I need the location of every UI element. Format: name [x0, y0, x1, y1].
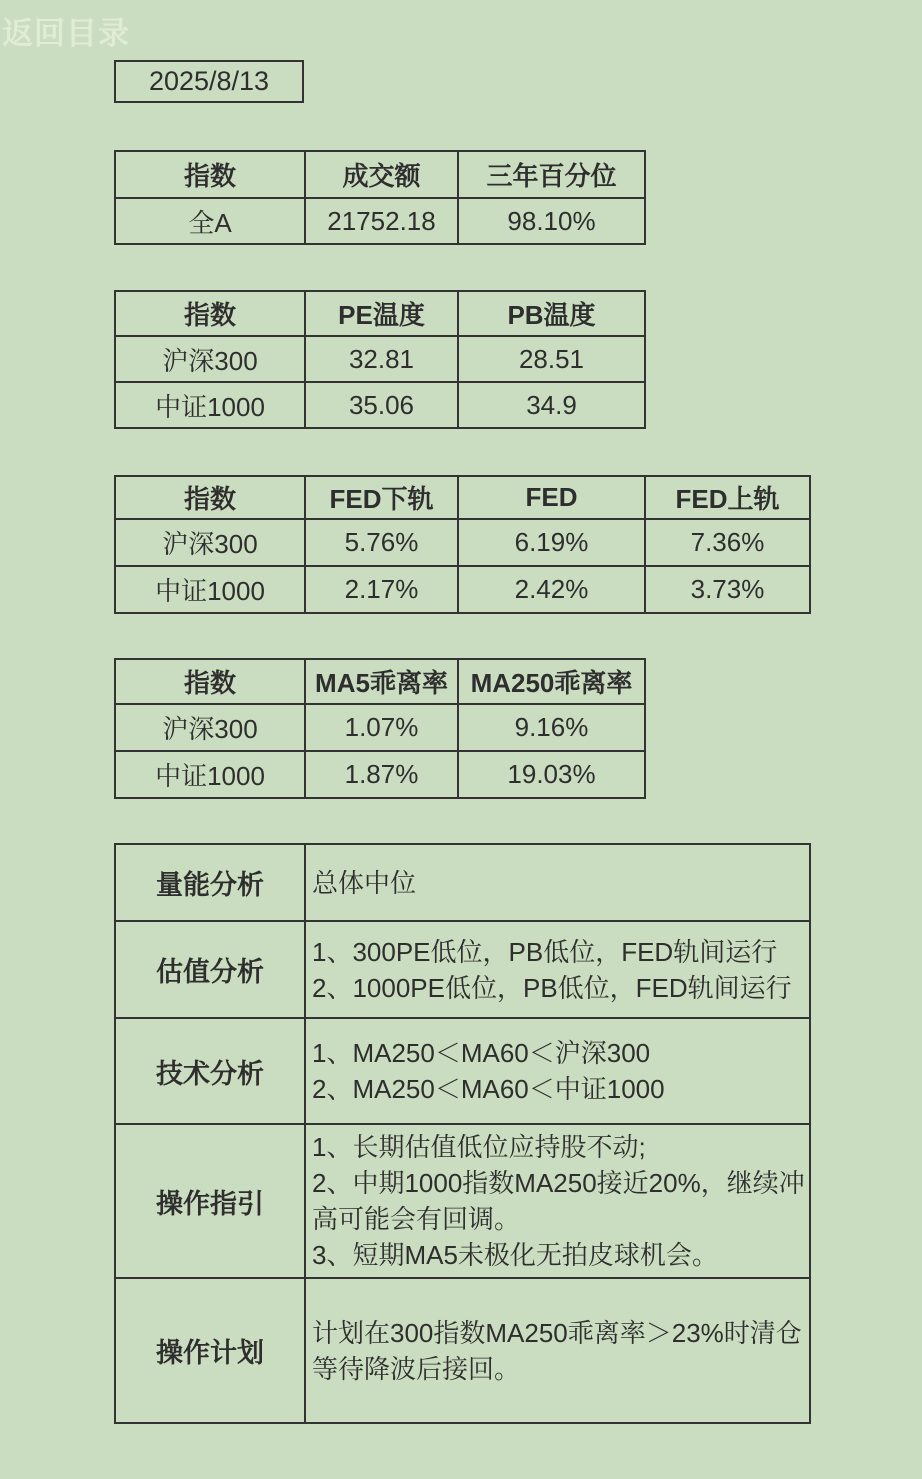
table-cell: 2.42% — [458, 566, 645, 613]
analysis-line: 2、MA250＜MA60＜中证1000 — [312, 1074, 665, 1104]
turnover-header-percentile: 三年百分位 — [458, 151, 645, 198]
table-cell: 35.06 — [305, 382, 458, 428]
analysis-line: 2、1000PE低位，PB低位，FED轨间运行 — [312, 972, 792, 1003]
analysis-content-volume — [305, 844, 810, 921]
table-cell: 沪深300 — [115, 336, 305, 382]
ma-header-ma5: MA5乖离率 — [305, 659, 458, 704]
table-row — [115, 751, 645, 798]
fed-header-upper: FED上轨 — [645, 476, 810, 519]
analysis-content-plan — [305, 1278, 810, 1423]
fed-header-index: 指数 — [115, 476, 305, 519]
temperature-header-pb: PB温度 — [458, 291, 645, 336]
analysis-label-plan: 操作计划 — [115, 1278, 305, 1423]
table-cell: 21752.18 — [305, 198, 458, 244]
table-row — [115, 704, 645, 751]
analysis-line: 1、长期估值低位应持股不动; — [312, 1132, 646, 1162]
temperature-header-pe: PE温度 — [305, 291, 458, 336]
table-cell: 1.07% — [305, 704, 458, 751]
analysis-content-valuation — [305, 921, 810, 1018]
table-cell: 28.51 — [458, 336, 645, 382]
table-cell: 2.17% — [305, 566, 458, 613]
table-row — [115, 1124, 810, 1278]
fed-table — [114, 475, 811, 614]
table-cell: 中证1000 — [115, 566, 305, 613]
analysis-line: 1、300PE低位，PB低位，FED轨间运行 — [312, 936, 778, 967]
table-cell: 32.81 — [305, 336, 458, 382]
table-cell: 5.76% — [305, 519, 458, 566]
table-row — [115, 336, 645, 382]
temperature-table — [114, 290, 646, 429]
table-row — [115, 1018, 810, 1124]
turnover-header-index: 指数 — [115, 151, 305, 198]
table-cell: 全A — [115, 198, 305, 244]
table-row — [115, 1278, 810, 1423]
table-cell: 3.73% — [645, 566, 810, 613]
analysis-line: 计划在300指数MA250乖离率＞23%时清仓等待降波后接回。 — [312, 1317, 802, 1384]
analysis-line: 2、中期1000指数MA250接近20%，继续冲高可能会有回调。 — [312, 1168, 805, 1234]
analysis-line: 1、MA250＜MA60＜沪深300 — [312, 1038, 651, 1068]
analysis-label-volume: 量能分析 — [115, 844, 305, 921]
table-cell: 34.9 — [458, 382, 645, 428]
analysis-table — [114, 843, 811, 1424]
table-cell: 1.87% — [305, 751, 458, 798]
turnover-table — [114, 150, 646, 245]
analysis-content-technical — [305, 1018, 810, 1124]
temperature-header-index: 指数 — [115, 291, 305, 336]
table-cell: 19.03% — [458, 751, 645, 798]
table-cell: 中证1000 — [115, 751, 305, 798]
analysis-label-technical: 技术分析 — [115, 1018, 305, 1124]
table-row — [115, 566, 810, 613]
table-cell: 沪深300 — [115, 704, 305, 751]
analysis-line: 总体中位 — [312, 867, 417, 898]
table-row — [115, 198, 645, 244]
table-row — [115, 844, 810, 921]
fed-header-mid: FED — [458, 476, 645, 519]
ma-header-index: 指数 — [115, 659, 305, 704]
analysis-line: 3、短期MA5未极化无拍皮球机会。 — [312, 1240, 718, 1270]
table-cell: 98.10% — [458, 198, 645, 244]
ma-bias-table — [114, 658, 646, 799]
table-cell: 中证1000 — [115, 382, 305, 428]
turnover-header-amount: 成交额 — [305, 151, 458, 198]
analysis-label-valuation: 估值分析 — [115, 921, 305, 1018]
ma-header-ma250: MA250乖离率 — [458, 659, 645, 704]
table-cell: 沪深300 — [115, 519, 305, 566]
analysis-label-guideline: 操作指引 — [115, 1124, 305, 1278]
analysis-content-guideline — [305, 1124, 810, 1278]
table-cell: 7.36% — [645, 519, 810, 566]
table-row — [115, 382, 645, 428]
date-label: 2025/8/13 — [148, 66, 270, 96]
fed-header-lower: FED下轨 — [305, 476, 458, 519]
table-cell: 9.16% — [458, 704, 645, 751]
date-box — [114, 60, 304, 103]
back-to-toc-link[interactable]: 返回目录 — [2, 16, 130, 51]
table-row — [115, 921, 810, 1018]
table-row — [115, 519, 810, 566]
table-cell: 6.19% — [458, 519, 645, 566]
